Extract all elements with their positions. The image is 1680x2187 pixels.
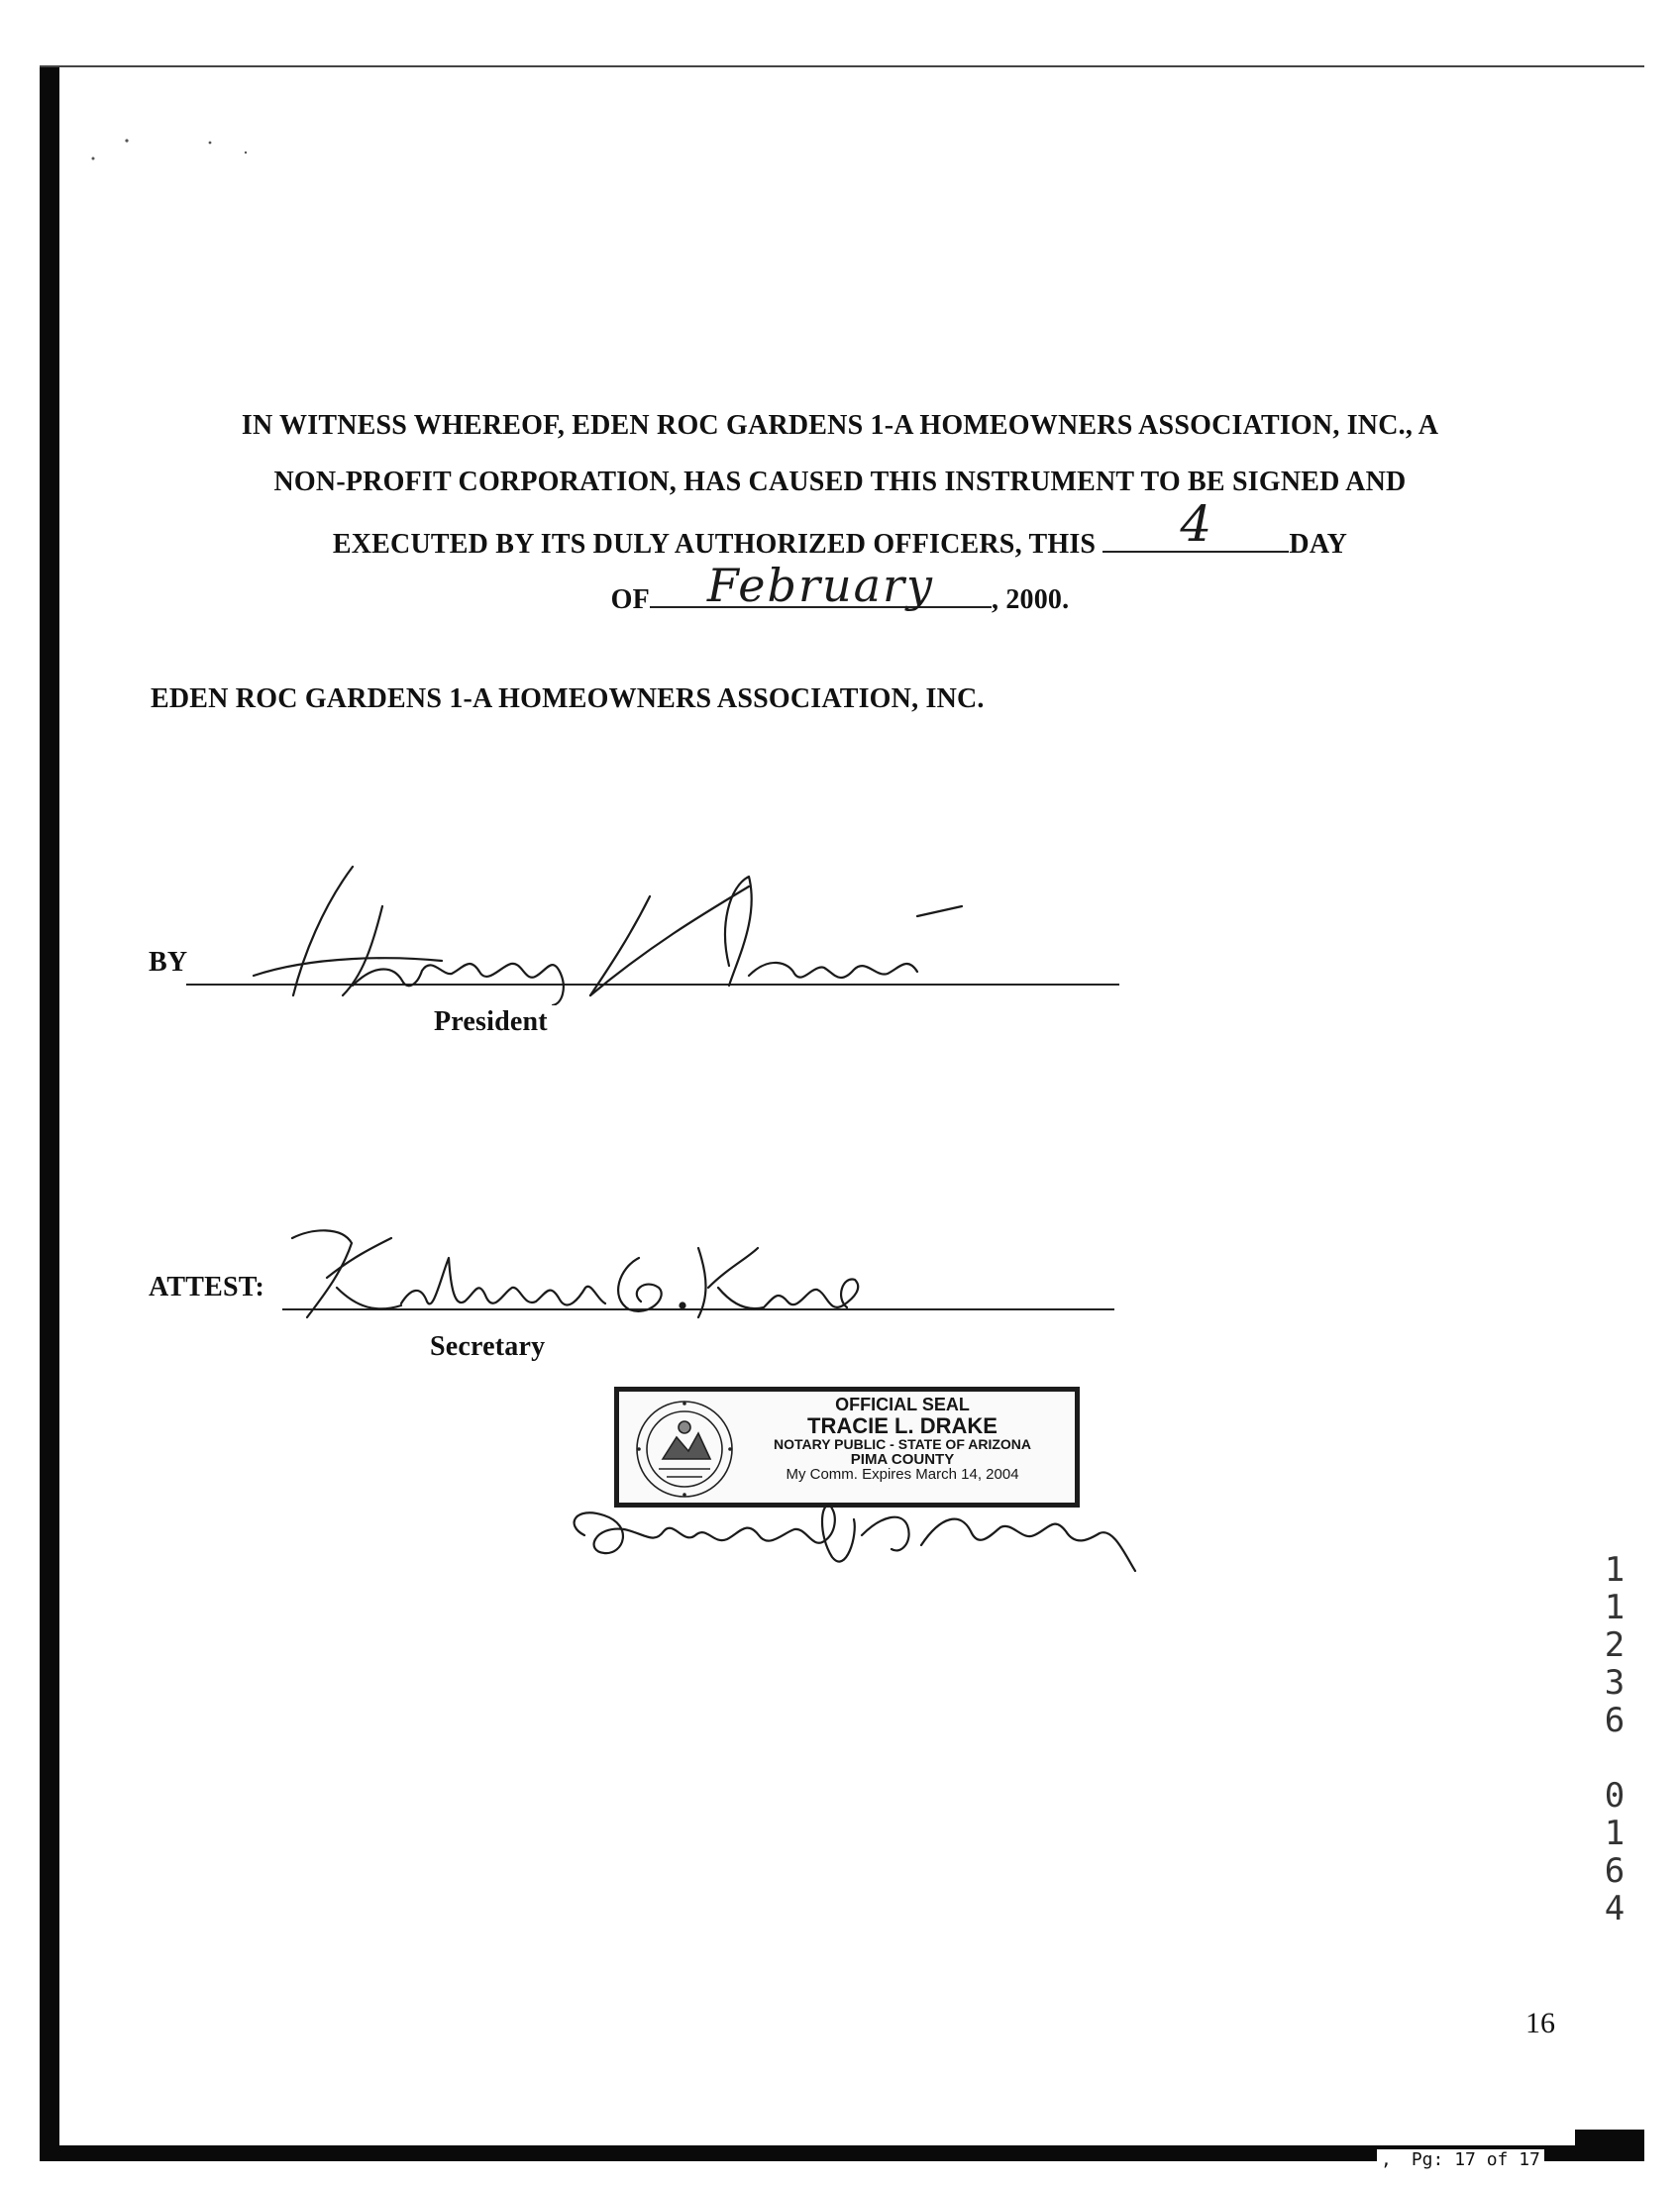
witness-line-2: NON-PROFIT CORPORATION, HAS CAUSED THIS INSTRUMENT TO BE SIGNED AND bbox=[273, 467, 1407, 497]
handwritten-day: 4 bbox=[1180, 495, 1212, 553]
witness-line-4-prefix: OF bbox=[610, 584, 650, 615]
secretary-signature bbox=[282, 1218, 877, 1327]
recording-number-stamp: 11236 0164 bbox=[1595, 1550, 1634, 1927]
page-count-tick: , bbox=[1381, 2149, 1392, 2170]
page-count-text: Pg: 17 of 17 bbox=[1411, 2149, 1540, 2170]
seal-commission-expires: My Comm. Expires March 14, 2004 bbox=[786, 1466, 1019, 1484]
scan-specks bbox=[89, 131, 267, 170]
witness-line-3-prefix: EXECUTED BY ITS DULY AUTHORIZED OFFICERS, THIS bbox=[332, 529, 1097, 560]
page-count bbox=[1377, 2149, 1544, 2170]
scan-left-border bbox=[40, 65, 59, 2161]
day-blank bbox=[1102, 495, 1289, 553]
witness-line-4-suffix: , 2000. bbox=[991, 584, 1070, 615]
seal-heading: OFFICIAL SEAL bbox=[835, 1395, 970, 1414]
scan-top-rule bbox=[40, 65, 1644, 67]
witness-line-3-suffix: DAY bbox=[1289, 529, 1348, 560]
notary-signature bbox=[565, 1476, 1139, 1585]
notary-seal-text bbox=[744, 1396, 1061, 1483]
page-number: 16 bbox=[1525, 2007, 1555, 2039]
witness-line-1: IN WITNESS WHEREOF, EDEN ROC GARDENS 1-A HOMEOWNERS ASSOCIATION, INC., A bbox=[241, 410, 1439, 441]
seal-notary-role: NOTARY PUBLIC - STATE OF ARIZONA bbox=[773, 1435, 1032, 1452]
witness-line-4 bbox=[0, 559, 1680, 616]
seal-notary-name: TRACIE L. DRAKE bbox=[807, 1412, 998, 1438]
president-signature bbox=[234, 847, 967, 1005]
association-name: EDEN ROC GARDENS 1-A HOMEOWNERS ASSOCIATION, INC. bbox=[151, 683, 985, 714]
witness-line-3 bbox=[0, 495, 1680, 561]
month-blank bbox=[650, 559, 992, 612]
scan-bottom-block bbox=[1575, 2130, 1644, 2161]
scan-bottom-border bbox=[40, 2145, 1611, 2161]
president-title: President bbox=[434, 1006, 548, 1037]
secretary-title: Secretary bbox=[430, 1331, 546, 1362]
by-label: BY bbox=[149, 947, 188, 978]
handwritten-month: February bbox=[706, 559, 934, 612]
seal-county: PIMA COUNTY bbox=[850, 1450, 955, 1468]
attest-label: ATTEST: bbox=[149, 1272, 265, 1302]
